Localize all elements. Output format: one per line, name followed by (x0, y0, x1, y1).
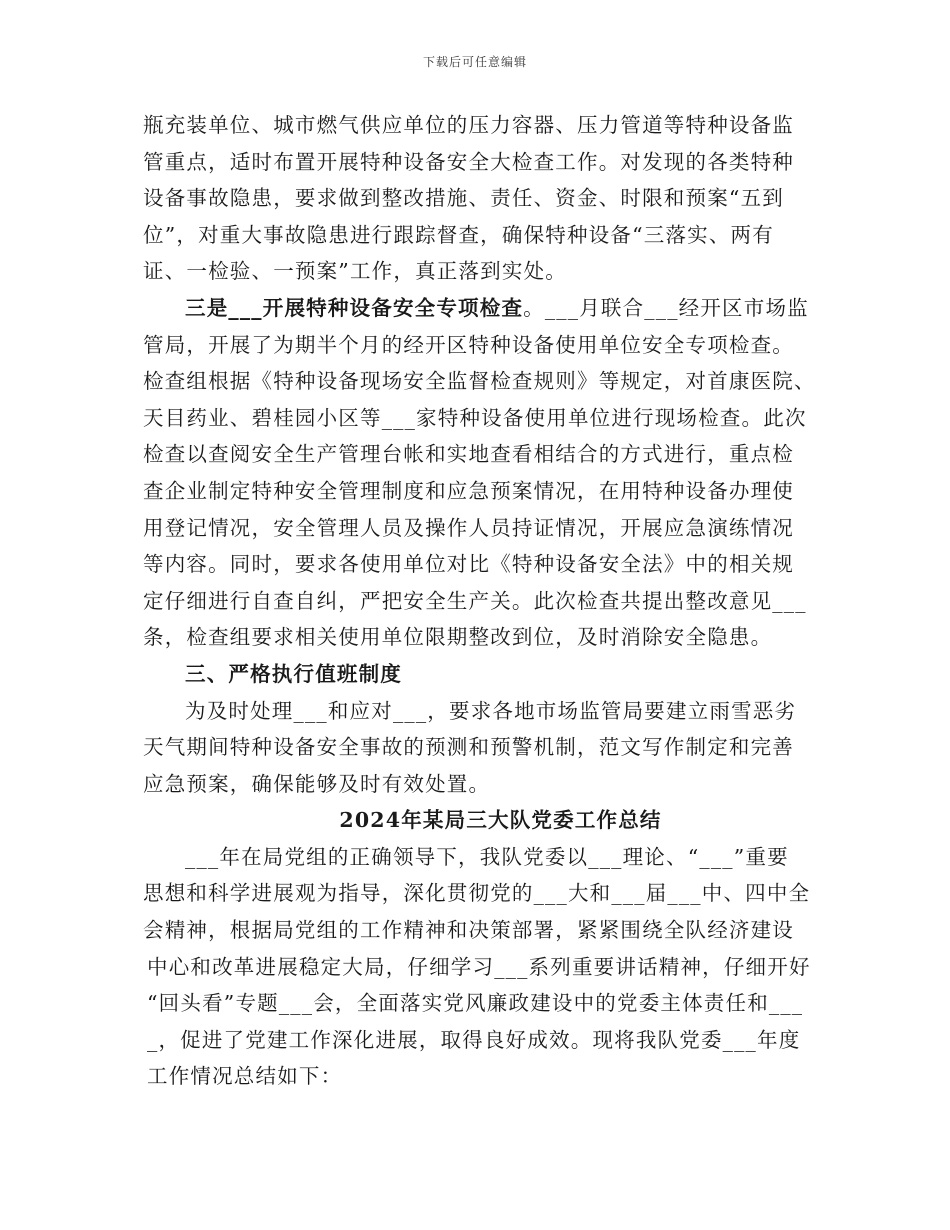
text-line: 天气期间特种设备安全事故的预测和预警机制，范文写作制定和完善 (143, 735, 794, 760)
text-line: 证、一检验、一预案”工作，真正落到实处。 (143, 259, 567, 284)
bold-lead-text: 三是___开展特种设备安全专项检查 (185, 295, 524, 320)
paragraph-duty-system (143, 693, 818, 803)
text-line: 管局，开展了为期半个月的经开区特种设备使用单位安全专项检查。 (143, 332, 794, 357)
text-line: 条，检查组要求相关使用单位限期整改到位，及时消除安全隐患。 (143, 625, 773, 650)
text-line: ___年在局党组的正确领导下，我队党委以___理论、“___”重要 (185, 844, 789, 869)
lead-rest-text: 。___月联合___经开区市场监 (523, 295, 809, 320)
text-line: 查企业制定特种安全管理制度和应急预案情况，在用特种设备办理使 (143, 478, 794, 503)
document-body (143, 107, 818, 1095)
text-line: “回头看”专题___会，全面落实党风廉政建设中的党委主体责任和___ (147, 991, 804, 1016)
page-header: 下载后可任意编辑 (422, 55, 527, 69)
section-heading: 三、严格执行值班制度 (185, 661, 402, 686)
document-title: 2024年某局三大队党委工作总结 (339, 808, 662, 833)
text-line: 瓶充装单位、城市燃气供应单位的压力容器、压力管道等特种设备监 (143, 113, 794, 137)
text-line (143, 290, 818, 327)
text-line: 管重点，适时布置开展特种设备安全大检查工作。对发现的各类特种 (143, 149, 794, 174)
text-line: 检查组根据《特种设备现场安全监督检查规则》等规定，对首康医院、 (143, 369, 816, 394)
text-line: 天目药业、碧桂园小区等___家特种设备使用单位进行现场检查。此次 (143, 405, 807, 430)
text-line: 为及时处理___和应对___，要求各地市场监管局要建立雨雪恶劣 (185, 698, 797, 723)
text-line: 会精神，根据局党组的工作精神和决策部署，紧紧围绕全队经济建设 (143, 918, 794, 943)
text-line: 定仔细进行自查自纠，严把安全生产关。此次检查共提出整改意见___ (143, 588, 807, 613)
paragraph-special-inspection (143, 290, 818, 656)
text-line: 中心和改革进展稳定大局，仔细学习___系列重要讲话精神，仔细开好 (147, 954, 811, 979)
text-line: 思想和科学进展观为指导，深化贯彻党的___大和___届___中、四中全 (143, 881, 811, 906)
text-line: 等内容。同时，要求各使用单位对比《特种设备安全法》中的相关规 (143, 552, 794, 577)
text-line: 检查以查阅安全生产管理台帐和实地查看相结合的方式进行，重点检 (143, 442, 794, 467)
text-line: 工作情况总结如下： (147, 1064, 343, 1089)
text-line: 位”，对重大事故隐患进行跟踪督查，确保特种设备“三落实、两有 (143, 222, 774, 247)
text-line: 用登记情况，安全管理人员及操作人员持证情况，开展应急演练情况 (143, 515, 794, 540)
text-line: 应急预案，确保能够及时有效处置。 (143, 771, 491, 796)
text-line: _，促进了党建工作深化进展，取得良好成效。现将我队党委___年度 (147, 1027, 801, 1052)
paragraph-summary-intro (143, 839, 818, 1095)
paragraph-special-equipment-inspection (143, 107, 818, 290)
text-line: 设备事故隐患，要求做到整改措施、责任、资金、时限和预案“五到 (143, 186, 784, 211)
